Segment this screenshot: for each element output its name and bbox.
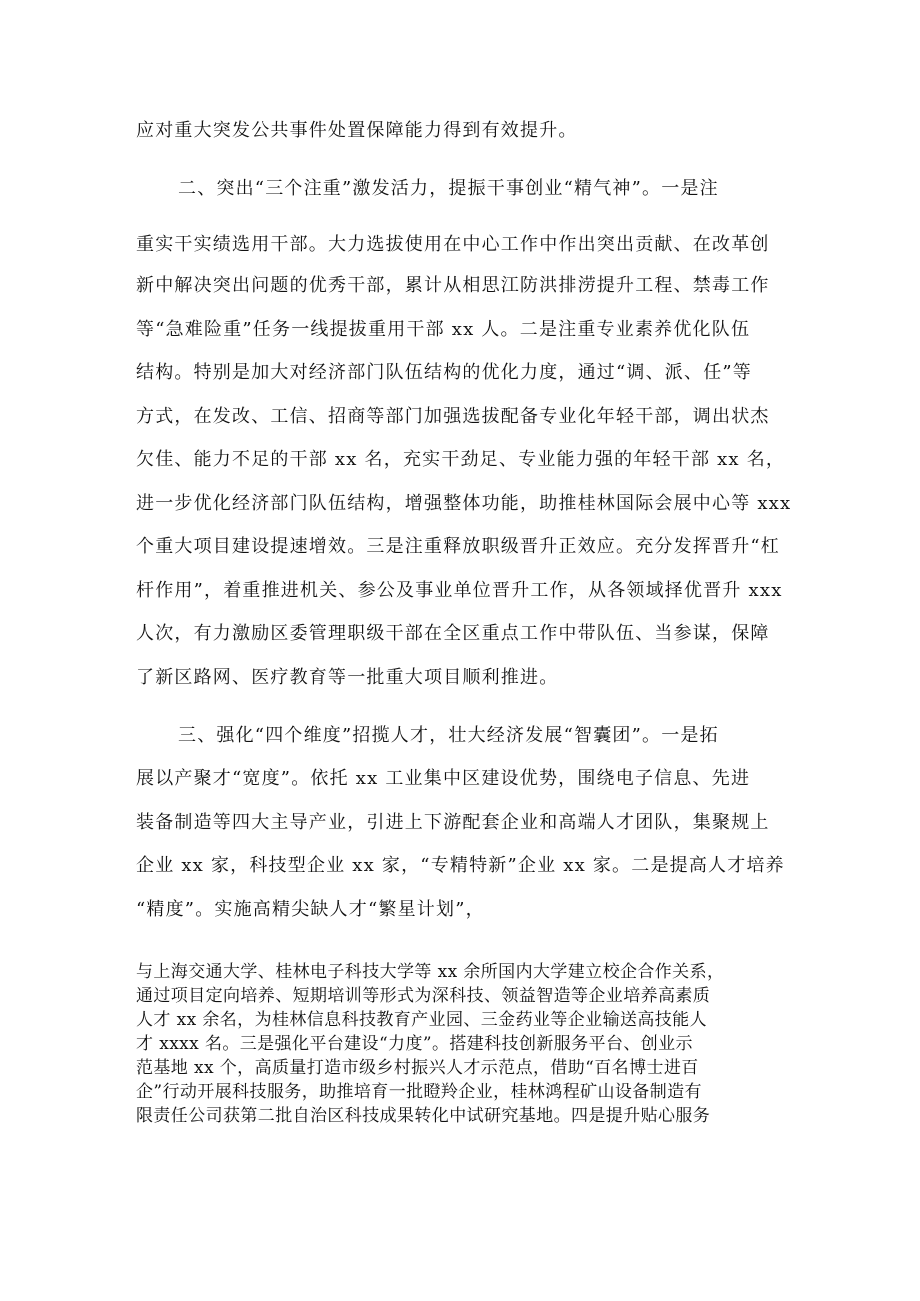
text-line: 装备制造等四大主导产业，引进上下游配套企业和高端人才团队，集聚规上 bbox=[136, 812, 770, 833]
text-line: 个重大项目建设提速增效。三是注重释放职级晋升正效应。充分发挥晋升“杠 bbox=[136, 536, 780, 557]
text-line: 人次，有力激励区委管理职级干部在全区重点工作中带队伍、当参谋，保障 bbox=[136, 623, 770, 644]
text-line: 人才 xx 余名，为桂林信息科技教育产业园、三金药业等企业输送高技能人 bbox=[136, 1010, 707, 1030]
text-line: 应对重大突发公共事件处置保障能力得到有效提升。 bbox=[136, 120, 578, 141]
text-line: 方式，在发改、工信、招商等部门加强选拔配备专业化年轻干部，调出状杰 bbox=[136, 406, 770, 427]
text-line: 三、强化“四个维度”招揽人才，壮大经济发展“智囊团”。一是拓 bbox=[178, 725, 719, 746]
text-line: 等“急难险重”任务一线提拔重用干部 xx 人。二是注重专业素养优化队伍 bbox=[136, 319, 751, 340]
text-line: 与上海交通大学、桂林电子科技大学等 xx 余所国内大学建立校企合作关系， bbox=[136, 962, 725, 982]
text-line: 重实干实绩选用干部。大力选拔使用在中心工作中作出突出贡献、在改革创 bbox=[136, 234, 770, 255]
text-line: 进一步优化经济部门队伍结构，增强整体功能，助推桂林国际会展中心等 xxx bbox=[136, 493, 792, 514]
text-line: 展以产聚才“宽度”。依托 xx 工业集中区建设优势，围绕电子信息、先进 bbox=[136, 768, 751, 789]
text-line: 限责任公司获第二批自治区科技成果转化中试研究基地。四是提升贴心服务 bbox=[136, 1106, 711, 1126]
text-line: “精度”。实施高精尖缺人才“繁星计划”， bbox=[136, 899, 485, 920]
text-line: 企业 xx 家，科技型企业 xx 家，“专精特新”企业 xx 家。二是提高人才培养 bbox=[136, 855, 785, 876]
text-line: 结构。特别是加大对经济部门队伍结构的优化力度，通过“调、派、任”等 bbox=[136, 362, 753, 383]
text-line: 二、突出“三个注重”激发活力，提振干事创业“精气神”。一是注 bbox=[178, 178, 719, 199]
text-line: 新中解决突出问题的优秀干部，累计从相思江防洪排涝提升工程、禁毒工作 bbox=[136, 275, 770, 296]
text-line: 企”行动开展科技服务，助推培育一批瞪羚企业，桂林鸿程矿山设备制造有 bbox=[136, 1082, 702, 1102]
text-line: 了新区路网、医疗教育等一批重大项目顺利推进。 bbox=[136, 667, 559, 688]
text-line: 范基地 xx 个，高质量打造市级乡村振兴人才示范点，借助“百名博士进百 bbox=[136, 1058, 699, 1078]
text-line: 杆作用”，着重推进机关、参公及事业单位晋升工作，从各领域择优晋升 xxx bbox=[136, 580, 783, 601]
text-line: 才 xxxx 名。三是强化平台建设“力度”。搭建科技创新服务平台、创业示 bbox=[136, 1034, 693, 1054]
text-line: 通过项目定向培养、短期培训等形式为深科技、领益智造等企业培养高素质 bbox=[136, 986, 711, 1006]
text-line: 欠佳、能力不足的干部 xx 名，充实干劲足、专业能力强的年轻干部 xx 名， bbox=[136, 449, 786, 470]
